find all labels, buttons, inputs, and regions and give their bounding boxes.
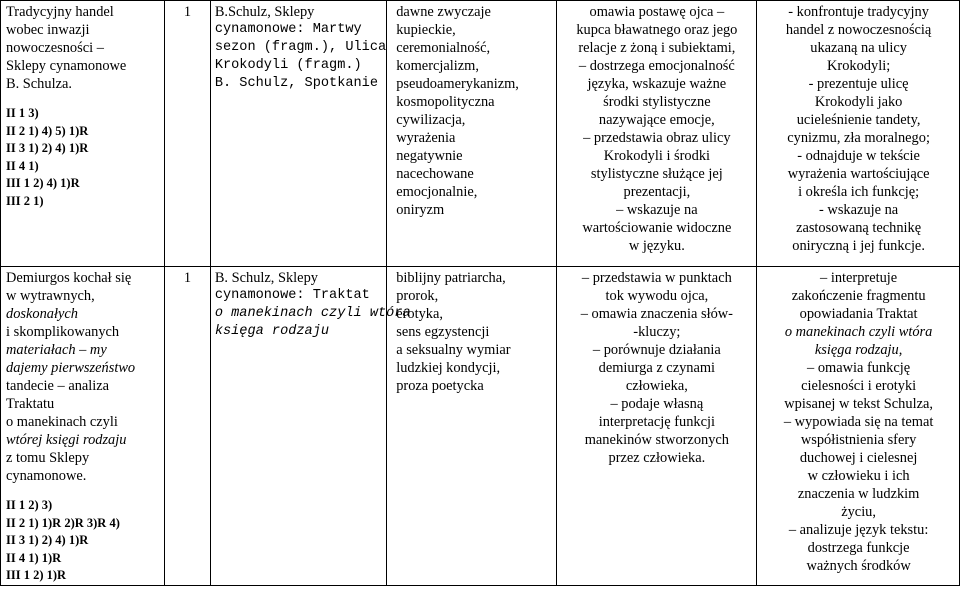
term-line: kupieckie, [396,22,456,38]
skill-line: - konfrontuje tradycyjny [788,4,929,20]
skill-line: wartościowanie widoczne [582,220,732,236]
code-line: II 2 1) 4) 5) 1)R [6,123,89,138]
texts-cell [210,267,411,586]
skill-line: – omawia znaczenia słów- [580,306,733,322]
skill-line: Krokodyli jako [814,94,903,110]
skill-line: człowieka, [625,378,688,394]
term-line: negatywnie [396,148,463,164]
code-line: II 4 1) [6,158,39,173]
extended-skills-cell [757,1,960,267]
text-line: B. Schulz, Sklepy [214,270,318,286]
code-line: II 1 3) [6,106,39,120]
skill-line: w języku. [628,238,685,254]
skill-line: wyrażenia wartościujące [787,166,930,182]
code-line: II 3 1) 2) 4) 1)R [6,141,89,155]
text-line: B.Schulz, Sklepy [214,4,315,20]
term-line: ludzkiej kondycji, [396,360,501,376]
skill-line: - prezentuje ulicę [808,76,909,92]
skill-line: oniryczną i jej funkcje. [792,238,925,254]
skill-line: nazywające emocje, [598,112,715,128]
skill-line: środki stylistyczne [603,94,711,110]
skill-line: relacje z żoną i subiektami, [578,40,736,56]
skill-line: – dostrzega emocjonalność [578,58,735,74]
texts-cell [210,1,386,267]
term-line: oniryzm [396,202,445,218]
term-line: cywilizacja, [396,112,466,128]
skill-line: i określa ich funkcję; [798,184,920,200]
skill-line: - wskazuje na [819,202,899,218]
term-line: prorok, [396,288,439,304]
code-line: III 1 2) 1)R [6,568,67,582]
skill-line: cielesności i erotyki [801,378,917,394]
skill-line: – interpretuje [820,270,898,286]
topic-line: Demiurgos kochał się [6,270,132,286]
text-line: sezon (fragm.), Ulica [214,40,387,55]
skill-line: księga rodzaju, [814,342,903,358]
terms-cell [387,267,556,586]
topic-line: i skomplikowanych [6,324,120,340]
topic-line: cynamonowe. [6,468,87,484]
topic-line: Sklepy cynamonowe [6,58,127,74]
curriculum-codes [6,497,160,585]
text-line: Krokodyli (fragm.) [214,58,362,73]
skill-line: opowiadania Traktat [799,306,918,322]
skill-line: tok wywodu ojca, [605,288,709,304]
term-line: dawne zwyczaje [396,4,491,20]
skill-line: – porównuje działania [592,342,721,358]
topic-line: o manekinach czyli [6,414,118,430]
skill-line: – wskazuje na [616,202,698,218]
term-line: a seksualny wymiar [396,342,511,358]
topic-line: doskonałych [6,306,78,322]
topic-line: wtórej księgi rodzaju [6,432,127,448]
skill-line: dostrzega funkcje [807,540,910,556]
skill-line: - odnajduje w tekście [797,148,920,164]
topic-line: nowoczesności – [6,40,104,56]
term-line: pseudoamerykanizm, [396,76,519,92]
skill-line: zastosowaną technikę [796,220,922,236]
code-line: II 4 1) 1)R [6,550,62,565]
code-line: II 1 2) 3) [6,498,53,512]
skill-line: stylistyczne służące jej [590,166,723,182]
skill-line: przez człowieka. [608,450,706,466]
term-line: biblijny patriarcha, [396,270,506,286]
term-line: ceremonialność, [396,40,491,56]
topic-line: w wytrawnych, [6,288,95,304]
skill-line: ukazaną na ulicy [810,40,907,56]
topic-line: B. Schulza. [6,76,72,92]
skill-line: współistnienia sfery [800,432,917,448]
text-line: o manekinach czyli wtóra [214,306,411,321]
topic-line: tandecie – analiza [6,378,110,394]
term-line: komercjalizm, [396,58,479,74]
term-line: sens egzystencji [396,324,490,340]
skill-line: duchowej i cielesnej [799,450,918,466]
hours-cell [165,1,211,267]
term-line: nacechowane [396,166,474,182]
topic-line: dajemy pierwszeństwo [6,360,136,376]
table-row [1,267,960,586]
topic-line: wobec inwazji [6,22,90,38]
skill-line: prezentacji, [623,184,691,200]
skill-line: – przedstawia obraz ulicy [583,130,731,146]
skill-line: ucieleśnienie tandety, [796,112,921,128]
code-line: III 1 2) 4) 1)R [6,176,80,190]
hours-value: 1 [183,4,192,20]
skill-line: omawia postawę ojca – [589,4,725,20]
term-line: erotyka, [396,306,443,322]
text-line: cynamonowe: Martwy [214,22,362,37]
skill-line: zakończenie fragmentu [791,288,926,304]
code-line: II 3 1) 2) 4) 1)R [6,533,89,547]
student-skills-cell [556,267,757,586]
code-line: III 2 1) [6,193,44,208]
skill-line: handel z nowoczesnością [785,22,932,38]
skill-line: -kluczy; [633,324,681,340]
skill-line: życiu, [841,504,876,520]
skill-line: Krokodyli; [827,58,891,74]
skill-line: wpisanej w tekst Schulza, [784,396,933,412]
curriculum-codes [6,105,160,210]
skill-line: kupca bławatnego oraz jego [576,22,738,38]
skill-line: w człowieku i ich [807,468,910,484]
hours-cell [165,267,211,586]
topic-line: materiałach – my [6,342,107,358]
hours-value: 1 [183,270,192,286]
student-skills-cell [556,1,757,267]
skill-line: demiurga z czynami [598,360,716,376]
skill-line: – wypowiada się na temat [783,414,934,430]
table-row [1,1,960,267]
skill-line: – analizuje język tekstu: [788,522,929,538]
extended-skills-cell [757,267,960,586]
term-line: proza poetycka [396,378,484,394]
skill-line: – przedstawia w punktach [581,270,732,286]
skill-line: manekinów stworzonych [584,432,729,448]
text-line: B. Schulz, Spotkanie [214,76,378,91]
skill-line: interpretację funkcji [598,414,715,430]
skill-line: Krokodyli i środki [603,148,711,164]
skill-line: o manekinach czyli wtóra [784,324,933,340]
text-line: cynamonowe: Traktat [214,288,370,303]
code-line: II 2 1) 1)R 2)R 3)R 4) [6,515,120,530]
term-line: emocjonalnie, [396,184,478,200]
skill-line: cynizmu, zła moralnego; [787,130,930,146]
terms-cell [387,1,556,267]
text-line: księga rodzaju [214,324,330,339]
lesson-topic-cell [1,1,165,267]
term-line: wyrażenia [396,130,456,146]
skill-line: – podaje własną [610,396,704,412]
skill-line: ważnych środków [806,558,911,574]
skill-line: znaczenia w ludzkim [797,486,920,502]
skill-line: – omawia funkcję [807,360,911,376]
lesson-topic-cell [1,267,165,586]
topic-line: Tradycyjny handel [6,4,114,20]
skill-line: języka, wskazuje ważne [587,76,727,92]
term-line: kosmopolityczna [396,94,495,110]
topic-line: z tomu Sklepy [6,450,90,466]
topic-line: Traktatu [6,396,55,412]
